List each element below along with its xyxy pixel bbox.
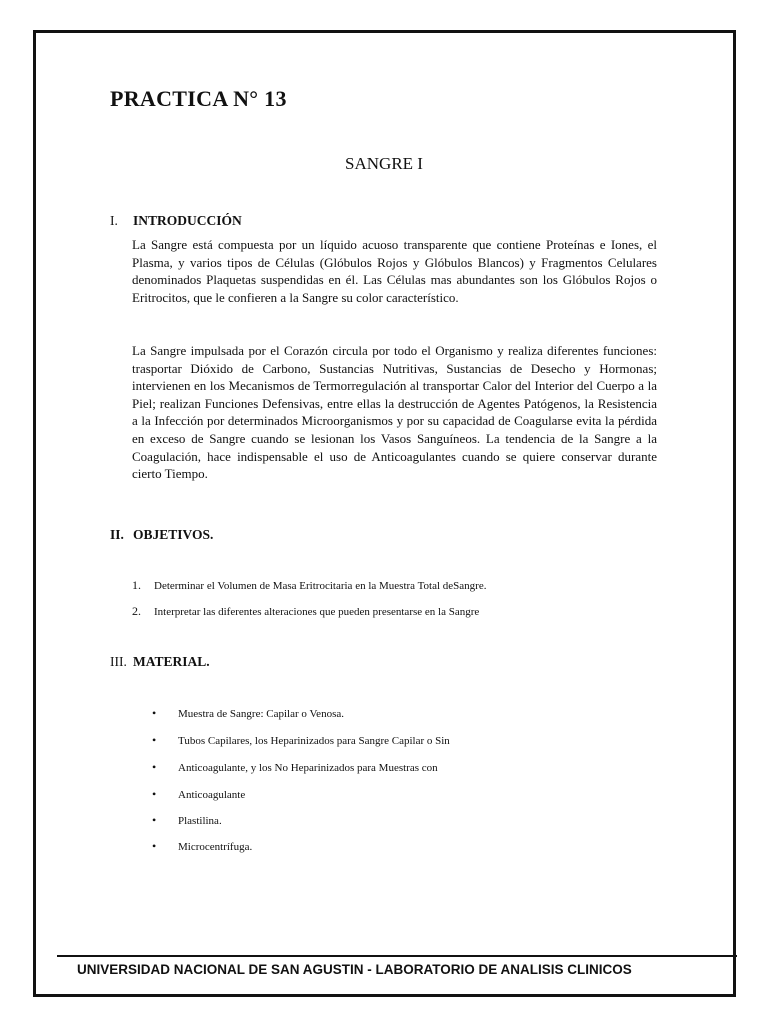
bullet-icon: • [152,787,157,801]
section-title: INTRODUCCIÓN [133,213,242,228]
bullet-icon: • [152,706,157,720]
list-item [152,706,344,721]
list-item [152,733,450,748]
bullet-icon: • [152,813,157,827]
list-item [132,578,486,593]
section-introduccion-heading [110,213,242,229]
list-item [152,760,438,775]
item-text: Anticoagulante, y los No Heparinizados para Muestras con [178,762,438,774]
intro-paragraph-2: La Sangre impulsada por el Corazón circula por todo el Organismo y realiza diferentes funciones: trasportar Dióxido de Carbono, Sustancias Nutritivas, Sustancias de Desecho y Hormonas; intervienen en los Mecanismos de Termorregulación al transportar Calor del Interior del Cuerpo a la Piel; realizan Funciones Defensivas, entre ellas la destrucción de Agentes Patógenos, la Resistencia a la Infección por determinados Microorganismos y por su capacidad de Coagularse evita la pérdida en exceso de Sangre cuando se lesionan los Vasos Sanguíneos. La tendencia de la Sangre a la Coagulación, hace indispensable el uso de Anticoagulantes cuando se quiere conservar durante cierto Tiempo. [132,343,657,482]
item-text: Tubos Capilares, los Heparinizados para Sangre Capilar o Sin [178,735,450,747]
item-text: Plastilina. [178,815,222,827]
item-number: 1. [132,578,141,592]
bullet-icon: • [152,733,157,747]
item-text: Muestra de Sangre: Capilar o Venosa. [178,708,344,720]
item-text: Anticoagulante [178,789,246,801]
section-objetivos-heading [110,527,213,543]
page-subtitle: SANGRE I [345,154,423,173]
footer-text: UNIVERSIDAD NACIONAL DE SAN AGUSTIN - LABORATORIO DE ANALISIS CLINICOS [77,962,632,977]
item-text: Interpretar las diferentes alteraciones que pueden presentarse en la Sangre [154,606,480,618]
section-number: III. [110,654,127,669]
footer-divider [57,955,737,957]
item-text: Microcentrífuga. [178,841,253,853]
section-number: II. [110,527,124,542]
page-title: PRACTICA N° 13 [110,86,287,111]
bullet-icon: • [152,760,157,774]
list-item [152,813,222,828]
section-material-heading [110,654,210,670]
section-title: OBJETIVOS. [133,527,214,542]
list-item [152,787,245,802]
intro-paragraph-1: La Sangre está compuesta por un líquido acuoso transparente que contiene Proteínas e Iones, el Plasma, y varios tipos de Células (Glóbulos Rojos y Glóbulos Blancos) y Fragmentos Celulares denominados Plaquetas suspendidas en él. Las Células mas abundantes son los Glóbulos Rojos o Eritrocitos, que le confieren a la Sangre su color característico. [132,237,657,305]
bullet-icon: • [152,839,157,853]
section-title: MATERIAL. [133,654,210,669]
item-number: 2. [132,604,141,618]
item-text: Determinar el Volumen de Masa Eritrocitaria en la Muestra Total deSangre. [154,580,487,592]
list-item [152,839,252,854]
section-number: I. [110,213,118,228]
page-border [33,30,736,997]
list-item [132,604,479,619]
